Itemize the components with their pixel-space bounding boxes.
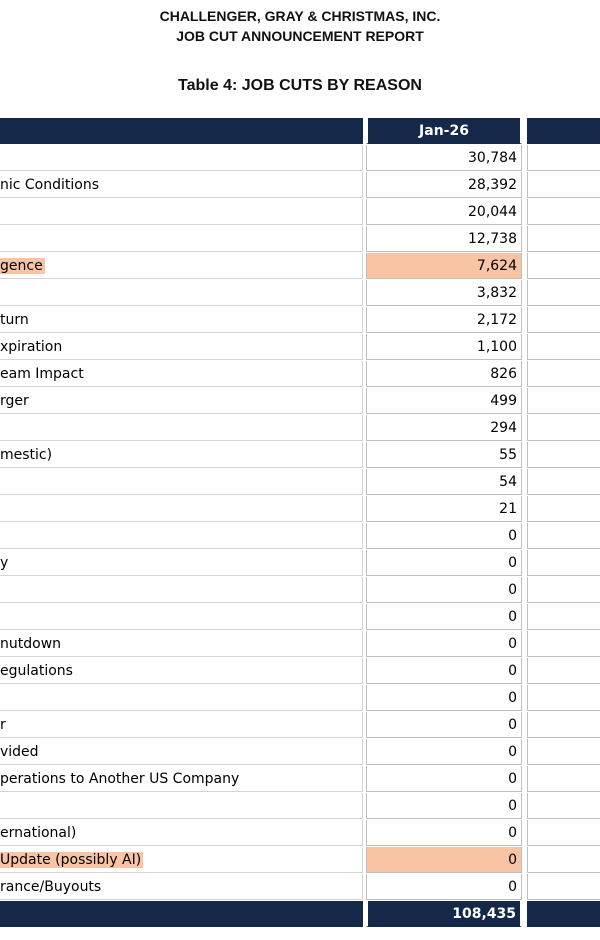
value-text: 0: [508, 528, 517, 544]
table-row: [0, 847, 600, 874]
reason-label: Update (possibly AI): [0, 852, 142, 868]
value-text: 20,044: [468, 204, 517, 220]
value-cell: [366, 820, 522, 846]
value-cell: [366, 253, 522, 279]
total-value: 108,435: [366, 901, 522, 927]
next-column-cell: [527, 874, 600, 900]
table-row: [0, 145, 600, 172]
next-column-cell: [527, 469, 600, 495]
reason-cell: [0, 361, 363, 387]
value-text: 294: [490, 420, 517, 436]
next-column-cell: [527, 793, 600, 819]
value-text: 3,832: [476, 285, 517, 301]
next-column-cell: [527, 766, 600, 792]
value-cell: [366, 334, 522, 360]
value-cell: [366, 523, 522, 549]
next-column-cell: [527, 739, 600, 765]
table-row: [0, 334, 600, 361]
reason-cell: [0, 334, 363, 360]
value-text: 2,172: [476, 312, 517, 328]
table-row: [0, 739, 600, 766]
table-header-row: [0, 118, 600, 145]
value-cell: [366, 847, 522, 873]
table-row: [0, 793, 600, 820]
table-body: [0, 145, 600, 901]
value-cell: [366, 550, 522, 576]
value-cell: [366, 415, 522, 441]
reason-label: rance/Buyouts: [0, 879, 102, 895]
value-cell: [366, 307, 522, 333]
reason-cell: [0, 847, 363, 873]
next-column-cell: [527, 307, 600, 333]
value-cell: [366, 685, 522, 711]
next-column-cell: [527, 388, 600, 414]
reason-cell: [0, 253, 363, 279]
reason-label: rger: [0, 393, 29, 409]
next-column-cell: [527, 604, 600, 630]
reason-label: ernational): [0, 825, 77, 841]
value-cell: [366, 199, 522, 225]
next-column-cell: [527, 685, 600, 711]
table-row: [0, 415, 600, 442]
value-cell: [366, 226, 522, 252]
reason-cell: [0, 145, 363, 171]
next-column-cell: [527, 415, 600, 441]
reason-header-cell: [0, 118, 363, 144]
next-column-header-cell: [527, 118, 600, 144]
value-cell: [366, 712, 522, 738]
value-text: 826: [490, 366, 517, 382]
reason-cell: [0, 550, 363, 576]
reason-label: y: [0, 555, 9, 571]
reason-cell: [0, 469, 363, 495]
value-text: 0: [508, 636, 517, 652]
table-row: [0, 442, 600, 469]
reason-cell: [0, 415, 363, 441]
value-text: 0: [508, 609, 517, 625]
table-row: [0, 685, 600, 712]
reason-cell: [0, 766, 363, 792]
value-text: 0: [508, 717, 517, 733]
table-row: [0, 307, 600, 334]
table-row: [0, 631, 600, 658]
value-text: 0: [508, 744, 517, 760]
value-cell: [366, 496, 522, 522]
next-column-cell: [527, 226, 600, 252]
value-text: 0: [508, 582, 517, 598]
table-row: [0, 712, 600, 739]
next-column-cell: [527, 496, 600, 522]
value-text: 1,100: [476, 339, 517, 355]
table-row: [0, 253, 600, 280]
reason-label: turn: [0, 312, 29, 328]
table-row: [0, 820, 600, 847]
reason-cell: [0, 631, 363, 657]
reason-cell: [0, 226, 363, 252]
value-cell: [366, 469, 522, 495]
value-text: 0: [508, 663, 517, 679]
total-label-cell: [0, 901, 363, 927]
value-text: 54: [499, 474, 517, 490]
report-title: JOB CUT ANNOUNCEMENT REPORT: [176, 28, 424, 44]
reason-cell: [0, 496, 363, 522]
next-column-cell: [527, 712, 600, 738]
value-cell: [366, 604, 522, 630]
next-column-cell: [527, 145, 600, 171]
value-cell: [366, 361, 522, 387]
value-cell: [366, 631, 522, 657]
reason-label: xpiration: [0, 339, 63, 355]
next-column-cell: [527, 253, 600, 279]
value-text: 0: [508, 555, 517, 571]
next-column-cell: [527, 577, 600, 603]
company-name: CHALLENGER, GRAY & CHRISTMAS, INC.: [159, 8, 441, 24]
reason-label: mestic): [0, 447, 53, 463]
value-text: 55: [499, 447, 517, 463]
reason-cell: [0, 523, 363, 549]
value-cell: [366, 145, 522, 171]
table-row: [0, 172, 600, 199]
next-column-cell: [527, 550, 600, 576]
reason-label: perations to Another US Company: [0, 771, 240, 787]
reason-cell: [0, 604, 363, 630]
reason-cell: [0, 658, 363, 684]
total-next-cell: [527, 901, 600, 927]
value-text: 12,738: [468, 231, 517, 247]
next-column-cell: [527, 820, 600, 846]
table-row: [0, 280, 600, 307]
table-row: [0, 523, 600, 550]
next-column-cell: [527, 847, 600, 873]
table-row: [0, 469, 600, 496]
value-cell: [366, 172, 522, 198]
reason-cell: [0, 172, 363, 198]
reason-cell: [0, 820, 363, 846]
reason-cell: [0, 307, 363, 333]
value-text: 0: [508, 798, 517, 814]
table-row: [0, 874, 600, 901]
column-header-jan-26: Jan-26: [366, 118, 522, 144]
reason-label: nutdown: [0, 636, 62, 652]
value-cell: [366, 280, 522, 306]
value-text: 499: [490, 393, 517, 409]
value-text: 7,624: [476, 258, 517, 274]
next-column-cell: [527, 523, 600, 549]
table-row: [0, 226, 600, 253]
table-row: [0, 496, 600, 523]
value-text: 0: [508, 852, 517, 868]
table-row: [0, 388, 600, 415]
value-text: 30,784: [468, 150, 517, 166]
value-cell: [366, 874, 522, 900]
table-row: [0, 199, 600, 226]
table-title: Table 4: JOB CUTS BY REASON: [178, 77, 422, 94]
value-cell: [366, 442, 522, 468]
value-cell: [366, 388, 522, 414]
reason-label: vided: [0, 744, 39, 760]
next-column-cell: [527, 172, 600, 198]
reason-label: egulations: [0, 663, 73, 679]
reason-cell: [0, 442, 363, 468]
reason-cell: [0, 577, 363, 603]
next-column-cell: [527, 334, 600, 360]
value-text: 0: [508, 771, 517, 787]
next-column-cell: [527, 361, 600, 387]
value-text: 0: [508, 690, 517, 706]
value-text: 21: [499, 501, 517, 517]
value-text: 28,392: [468, 177, 517, 193]
table-row: [0, 361, 600, 388]
value-cell: [366, 793, 522, 819]
table-total-row: [0, 901, 600, 928]
reason-cell: [0, 793, 363, 819]
table-row: [0, 766, 600, 793]
table-row: [0, 604, 600, 631]
value-cell: [366, 658, 522, 684]
reason-label: eam Impact: [0, 366, 84, 382]
job-cuts-table: [0, 118, 600, 928]
value-cell: [366, 766, 522, 792]
table-row: [0, 577, 600, 604]
reason-label: r: [0, 717, 6, 733]
value-text: 0: [508, 879, 517, 895]
reason-cell: [0, 739, 363, 765]
reason-cell: [0, 685, 363, 711]
reason-cell: [0, 874, 363, 900]
reason-cell: [0, 199, 363, 225]
reason-label: nic Conditions: [0, 177, 100, 193]
value-cell: [366, 577, 522, 603]
next-column-cell: [527, 280, 600, 306]
next-column-cell: [527, 658, 600, 684]
reason-cell: [0, 280, 363, 306]
reason-cell: [0, 388, 363, 414]
next-column-cell: [527, 442, 600, 468]
value-text: 0: [508, 825, 517, 841]
table-row: [0, 658, 600, 685]
next-column-cell: [527, 199, 600, 225]
next-column-cell: [527, 631, 600, 657]
table-row: [0, 550, 600, 577]
reason-cell: [0, 712, 363, 738]
value-cell: [366, 739, 522, 765]
reason-label: gence: [0, 258, 43, 274]
